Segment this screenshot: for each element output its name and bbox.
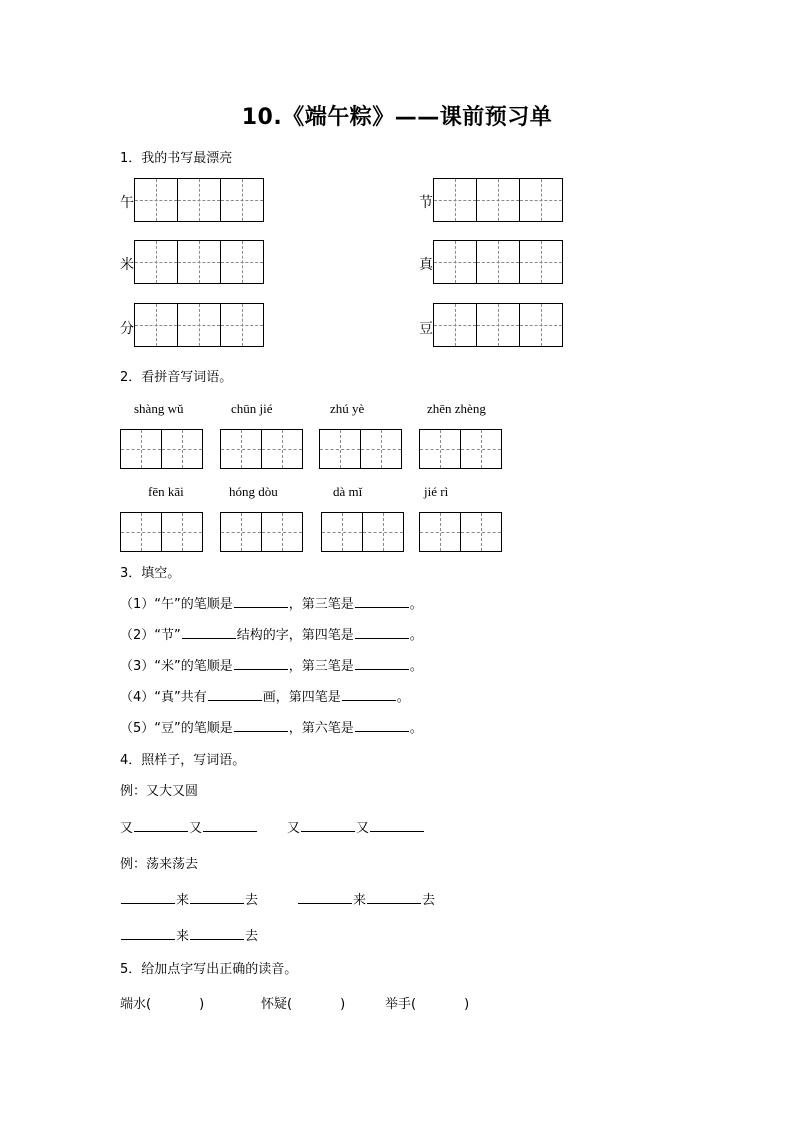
answer-blank[interactable]	[190, 927, 244, 940]
question-5-heading: 5．给加点字写出正确的读音。	[120, 962, 298, 977]
tianzige-cell[interactable]	[177, 178, 221, 222]
tianzige-cell[interactable]	[220, 240, 264, 284]
example-1: 例：又大又圆	[120, 784, 199, 799]
char-label: 节	[419, 195, 433, 211]
page-title: 10.《端午粽》——课前预习单	[241, 105, 553, 130]
pronunciation-item: 端水( )	[120, 997, 205, 1012]
tianzige-cell[interactable]	[519, 303, 563, 347]
answer-blank[interactable]	[234, 719, 288, 732]
char-label: 米	[120, 257, 134, 273]
char-label: 豆	[419, 321, 433, 337]
pinyin-label: zhēn zhèng	[427, 401, 486, 416]
pinyin-label: zhú yè	[330, 401, 365, 416]
answer-blank[interactable]	[342, 688, 396, 701]
tianzige-row[interactable]	[134, 178, 264, 222]
answer-blank[interactable]	[355, 595, 409, 608]
tianzige-cell[interactable]	[161, 512, 203, 552]
word-box[interactable]	[220, 429, 303, 469]
tianzige-cell[interactable]	[261, 512, 303, 552]
tianzige-cell[interactable]	[519, 240, 563, 284]
fill-item: （4）“真”共有 画，第四笔是 。	[120, 690, 410, 705]
tianzige-cell[interactable]	[261, 429, 303, 469]
question-3-heading: 3．填空。	[120, 566, 181, 581]
answer-blank[interactable]	[190, 891, 244, 904]
tianzige-cell[interactable]	[519, 178, 563, 222]
pinyin-label: hóng dòu	[229, 484, 278, 499]
tianzige-cell[interactable]	[460, 512, 502, 552]
answer-blank[interactable]	[234, 657, 288, 670]
tianzige-cell[interactable]	[433, 303, 477, 347]
tianzige-cell[interactable]	[120, 512, 162, 552]
tianzige-cell[interactable]	[134, 303, 178, 347]
answer-blank[interactable]	[301, 819, 355, 832]
answer-blank[interactable]	[121, 927, 175, 940]
tianzige-row[interactable]	[433, 240, 563, 284]
answer-blank[interactable]	[367, 891, 421, 904]
pinyin-label: fēn kāi	[148, 484, 184, 499]
tianzige-cell[interactable]	[419, 429, 461, 469]
tianzige-cell[interactable]	[362, 512, 404, 552]
fill-pattern-laiqu: 来 去	[297, 889, 435, 908]
tianzige-cell[interactable]	[161, 429, 203, 469]
tianzige-cell[interactable]	[120, 429, 162, 469]
pinyin-label: shàng wǔ	[134, 401, 184, 416]
word-box[interactable]	[120, 429, 203, 469]
tianzige-cell[interactable]	[476, 240, 520, 284]
tianzige-row[interactable]	[433, 178, 563, 222]
question-1-heading: 1．我的书写最漂亮	[120, 151, 233, 166]
pronunciation-item: 举手( )	[385, 997, 470, 1012]
pinyin-label: jié rì	[424, 484, 449, 499]
tianzige-cell[interactable]	[433, 178, 477, 222]
word-box[interactable]	[120, 512, 203, 552]
tianzige-cell[interactable]	[419, 512, 461, 552]
pinyin-label: chūn jié	[231, 401, 273, 416]
char-label: 午	[120, 195, 134, 211]
fill-item: （2）“节” 结构的字，第四笔是 。	[120, 628, 423, 643]
tianzige-row[interactable]	[433, 303, 563, 347]
question-4-heading: 4．照样子，写词语。	[120, 753, 246, 768]
word-box[interactable]	[319, 429, 402, 469]
tianzige-cell[interactable]	[220, 178, 264, 222]
fill-pattern-you: 又 又	[287, 817, 425, 836]
answer-blank[interactable]	[355, 626, 409, 639]
tianzige-cell[interactable]	[134, 178, 178, 222]
tianzige-cell[interactable]	[220, 303, 264, 347]
pinyin-label: dà mǐ	[333, 484, 363, 499]
fill-pattern-laiqu: 来 去	[120, 889, 258, 908]
fill-item: （1）“午”的笔顺是 ，第三笔是 。	[120, 597, 423, 612]
tianzige-cell[interactable]	[220, 429, 262, 469]
word-box[interactable]	[321, 512, 404, 552]
word-box[interactable]	[220, 512, 303, 552]
answer-blank[interactable]	[208, 688, 262, 701]
tianzige-cell[interactable]	[360, 429, 402, 469]
char-label: 分	[120, 321, 134, 337]
tianzige-row[interactable]	[134, 303, 264, 347]
tianzige-cell[interactable]	[220, 512, 262, 552]
tianzige-cell[interactable]	[134, 240, 178, 284]
tianzige-cell[interactable]	[476, 178, 520, 222]
tianzige-cell[interactable]	[177, 303, 221, 347]
char-label: 真	[419, 257, 433, 273]
tianzige-row[interactable]	[134, 240, 264, 284]
fill-item: （3）“米”的笔顺是 ，第三笔是 。	[120, 659, 423, 674]
tianzige-cell[interactable]	[476, 303, 520, 347]
tianzige-cell[interactable]	[321, 512, 363, 552]
answer-blank[interactable]	[370, 819, 424, 832]
fill-pattern-you: 又 又	[120, 817, 258, 836]
pronunciation-item: 怀疑( )	[261, 997, 346, 1012]
fill-pattern-laiqu: 来 去	[120, 925, 258, 944]
answer-blank[interactable]	[182, 626, 236, 639]
answer-blank[interactable]	[355, 719, 409, 732]
answer-blank[interactable]	[234, 595, 288, 608]
tianzige-cell[interactable]	[433, 240, 477, 284]
answer-blank[interactable]	[298, 891, 352, 904]
tianzige-cell[interactable]	[177, 240, 221, 284]
tianzige-cell[interactable]	[460, 429, 502, 469]
answer-blank[interactable]	[203, 819, 257, 832]
word-box[interactable]	[419, 512, 502, 552]
question-2-heading: 2．看拼音写词语。	[120, 370, 233, 385]
answer-blank[interactable]	[134, 819, 188, 832]
answer-blank[interactable]	[355, 657, 409, 670]
tianzige-cell[interactable]	[319, 429, 361, 469]
answer-blank[interactable]	[121, 891, 175, 904]
example-2: 例：荡来荡去	[120, 857, 199, 872]
word-box[interactable]	[419, 429, 502, 469]
fill-item: （5）“豆”的笔顺是 ，第六笔是 。	[120, 721, 423, 736]
